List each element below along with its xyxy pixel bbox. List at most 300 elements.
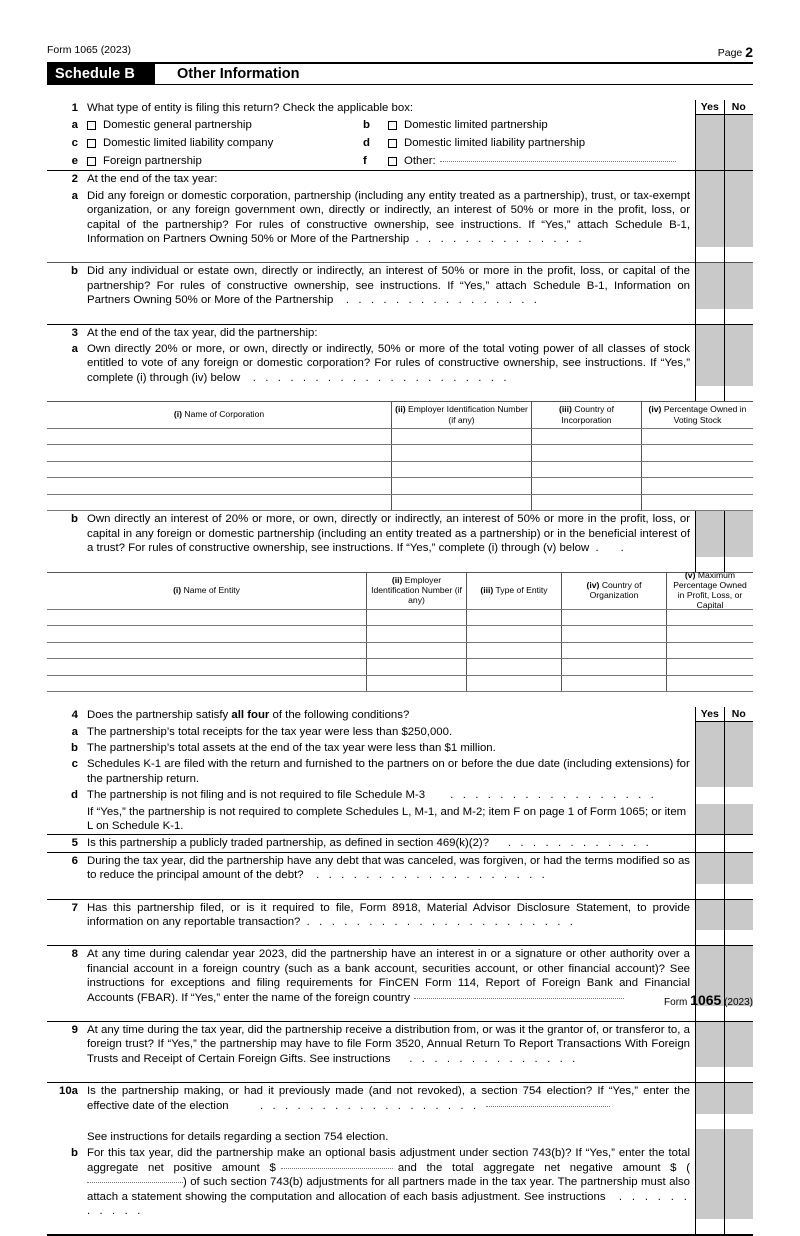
shade-cell <box>696 341 725 386</box>
shade-cell <box>725 116 754 134</box>
q10a-letter: 10a <box>58 1085 78 1098</box>
q2b-body: Did any individual or estate own, directly or indirectly, an interest of 50% or more in the profit, loss, or capital of the partnership? For rules of constructive ownership, see instructions. If “Yes,” attach Schedule B-1, Information on Partners Owning 50% or More of the Partnership <box>87 265 690 307</box>
q4a-letter: a <box>71 725 78 738</box>
q3a-col-country <box>532 402 642 428</box>
cell-ein[interactable] <box>367 626 467 642</box>
cell-country[interactable] <box>562 626 667 642</box>
page-indicator <box>718 44 753 60</box>
col-label: Country of Organization <box>589 579 642 601</box>
section-q1-q3 <box>47 100 753 401</box>
shade-cell <box>696 804 725 835</box>
q10a-text <box>87 1084 690 1113</box>
page-number: 2 <box>745 44 753 60</box>
table-row <box>47 462 753 479</box>
question-8-answer-row <box>47 1006 753 1021</box>
shade-cell <box>696 171 725 187</box>
checkbox-domestic-limited-liability-partnership[interactable] <box>388 139 397 148</box>
q7-no-answer[interactable] <box>725 930 754 945</box>
q6-yes-answer[interactable] <box>696 884 725 899</box>
q3b-text <box>87 512 690 555</box>
form-header-left: Form 1065 (2023) <box>47 44 132 56</box>
shade-cell <box>725 740 754 756</box>
q6-text <box>87 854 690 883</box>
shade-cell <box>696 1022 725 1067</box>
q4d-letter: d <box>71 789 78 802</box>
section-754-effective-date-input[interactable] <box>486 1106 610 1107</box>
shade-cell <box>696 724 725 740</box>
question-4c-row <box>47 756 753 787</box>
q4d-no-answer[interactable] <box>725 787 754 803</box>
roman-iv: (iv) <box>586 579 600 590</box>
question-9-row <box>47 1021 753 1067</box>
q3b-body: Own directly an interest of 20% or more, or own, directly or indirectly, an interest of 50% or more in the profit, loss, or capital in any foreign or domestic partnership (including an entity treated as a partnership) or in the beneficial interest of a trust? For rules of constructive ownership, see instructions. If “Yes,” complete (i) through (v) below <box>87 513 690 555</box>
cell-ein[interactable] <box>392 445 532 461</box>
shade-cell <box>696 1129 725 1145</box>
question-4d-row <box>47 787 753 803</box>
q3b-col-country <box>562 573 667 609</box>
q3a-corporation-table <box>47 401 753 511</box>
cell-country[interactable] <box>562 610 667 626</box>
q3b-answer-cells <box>696 511 753 556</box>
q2b-leader: . . . . . . . . . . . . . . . . <box>333 294 541 307</box>
roman-v: (v) <box>684 569 696 580</box>
q2b-text <box>87 264 690 307</box>
section-q4-q10 <box>47 707 753 1234</box>
question-4b-row <box>47 740 753 756</box>
question-2a-row <box>47 188 753 248</box>
question-7-row <box>47 899 753 931</box>
cell-ein[interactable] <box>367 610 467 626</box>
q5-text <box>87 836 690 850</box>
q4-text-pre: Does the partnership satisfy <box>87 709 232 722</box>
footer-form-number: 1065 <box>690 992 722 1008</box>
cell-percentage[interactable] <box>642 429 753 445</box>
q3b-col-ein <box>367 573 467 609</box>
shade-cell <box>725 171 754 187</box>
question-10b-row <box>47 1145 753 1219</box>
q4a-text: The partnership’s total receipts for the tax year were less than $250,000. <box>87 725 453 738</box>
q6-no-answer[interactable] <box>725 884 754 899</box>
question-3b-row <box>47 511 753 556</box>
table-row <box>47 643 753 660</box>
yes-column-header: Yes <box>696 100 725 114</box>
q5-number: 5 <box>71 837 78 850</box>
q3a-leader: . . . . . . . . . . . . . . . . . . . . . <box>240 371 510 384</box>
q3a-col-percentage <box>642 402 753 428</box>
q10b-leader: . . . . . . . . . . . <box>87 1190 690 1218</box>
question-2-row <box>47 170 753 187</box>
q5-leader: . . . . . . . . . . . . <box>489 837 652 850</box>
question-6-answer-row <box>47 884 753 899</box>
q7-number: 7 <box>71 901 78 914</box>
net-positive-amount-input[interactable] <box>281 1168 393 1169</box>
checkbox-domestic-limited-partnership[interactable] <box>388 121 397 130</box>
q8-body: At any time during calendar year 2023, did the partnership have an interest in or a signature or other authority over a financial account in a foreign country (such as a bank account, securities account, or other financial account)? See instructions for exceptions and filing requirements for FinCEN Form 114, Report of Foreign Bank and Financial Accounts (FBAR). If “Yes,” enter the name of the foreign country <box>87 948 690 1004</box>
shade-cell <box>696 325 725 341</box>
q2a-letter: a <box>71 189 78 202</box>
roman-iii: (iii) <box>480 584 494 595</box>
shade-cell <box>696 853 725 884</box>
q3a-yes-answer[interactable] <box>696 386 725 401</box>
yes-column-header-2: Yes <box>696 707 725 721</box>
col-label: Country of Incorporation <box>561 404 614 425</box>
cell-type[interactable] <box>467 626 562 642</box>
q5-yes-answer[interactable] <box>696 835 725 851</box>
q2-number: 2 <box>71 173 78 186</box>
table-row <box>47 610 753 627</box>
cell-max-pct[interactable] <box>667 610 753 626</box>
shade-cell <box>725 900 754 931</box>
question-9-answer-row <box>47 1067 753 1082</box>
q6-number: 6 <box>71 854 78 867</box>
q10a-leader: . . . . . . . . . . . . . . . . . . <box>228 1099 486 1112</box>
question-2b-answer-row <box>47 309 753 324</box>
col-label: Maximum Percentage Owned in Profit, Loss, or Capital <box>673 569 747 611</box>
col-label: Employer Identification Number (if any) <box>408 404 528 425</box>
question-10a-row <box>47 1082 753 1114</box>
cell-ein[interactable] <box>392 429 532 445</box>
checkbox-foreign-partnership[interactable] <box>87 157 96 166</box>
q9-yes-answer[interactable] <box>696 1067 725 1082</box>
table-row <box>47 659 753 676</box>
checkbox-other[interactable] <box>388 157 397 166</box>
cell-country[interactable] <box>532 429 642 445</box>
q1-opt-e-letter: e <box>71 155 78 168</box>
cell-name[interactable] <box>47 676 367 692</box>
cell-type[interactable] <box>467 676 562 692</box>
question-3b-answer-row <box>47 557 753 572</box>
shade-cell <box>725 325 754 341</box>
shade-cell <box>725 134 754 152</box>
schedule-b-title-bar <box>47 64 753 85</box>
q1-opt-f-letter: f <box>363 155 367 168</box>
question-1-row <box>47 100 753 116</box>
table-row <box>47 676 753 693</box>
shade-cell <box>725 756 754 787</box>
q4c-letter: c <box>71 758 78 771</box>
q1-opt-d-label: Domestic limited liability partnership <box>404 137 586 150</box>
question-4a-row <box>47 724 753 740</box>
q3-answer-cells <box>696 325 753 341</box>
q7-answer-cells <box>696 900 753 931</box>
cell-name[interactable] <box>47 626 367 642</box>
cell-type[interactable] <box>467 610 562 626</box>
q1-opt-c-letter: c <box>71 137 78 150</box>
q1-opt-a-label: Domestic general partnership <box>103 119 252 132</box>
cell-max-pct[interactable] <box>667 626 753 642</box>
q1-opt-b-label: Domestic limited partnership <box>404 119 548 132</box>
q10b-body-3: ) <box>183 1176 187 1189</box>
col-label: Name of Corporation <box>184 409 265 420</box>
roman-i: (i) <box>173 584 182 595</box>
q9-number: 9 <box>71 1024 78 1036</box>
shade-cell <box>725 804 754 835</box>
q7-leader: . . . . . . . . . . . . . . . . . . . . . . <box>300 915 577 928</box>
cell-max-pct[interactable] <box>667 659 753 675</box>
q10b-answer-cells <box>696 1145 753 1219</box>
question-1-options-row-1 <box>47 116 753 134</box>
q7-yes-answer[interactable] <box>696 930 725 945</box>
q3b-col-type-of-entity <box>467 573 562 609</box>
q2a-answer-cells <box>696 188 753 248</box>
q4d-leader: . . . . . . . . . . . . . . . . . <box>425 789 657 802</box>
question-4-note-row <box>47 804 753 835</box>
q10b-letter: b <box>71 1147 78 1160</box>
shade-cell <box>725 853 754 884</box>
col-label: Name of Entity <box>183 584 240 595</box>
q4-text-post: of the following conditions? <box>269 709 410 722</box>
q3a-table-header <box>47 401 753 429</box>
cell-name[interactable] <box>47 495 392 511</box>
roman-ii: (ii) <box>395 404 406 415</box>
question-6-row <box>47 852 753 884</box>
q3b-col-name-of-entity <box>47 573 367 609</box>
q1-opt-d-letter: d <box>363 137 370 150</box>
q3a-letter: a <box>71 343 78 356</box>
cell-ein[interactable] <box>367 643 467 659</box>
cell-name[interactable] <box>47 429 392 445</box>
question-1-options-row-2 <box>47 134 753 152</box>
q4-note-text: If “Yes,” the partnership is not required to complete Schedules L, M-1, and M-2; item F on page 1 of Form 1065; or item L on Schedule K-1. <box>87 805 687 832</box>
cell-ein[interactable] <box>392 462 532 478</box>
q4d-yes-answer[interactable] <box>696 787 725 803</box>
shade-cell <box>725 1145 754 1219</box>
cell-country[interactable] <box>562 643 667 659</box>
question-10b-answer-row <box>47 1219 753 1234</box>
schedule-b-title: Other Information <box>177 66 300 82</box>
q3-text: At the end of the tax year, did the partnership: <box>87 326 318 339</box>
cell-country[interactable] <box>562 659 667 675</box>
net-negative-amount-input[interactable] <box>87 1182 183 1183</box>
q7-body: Has this partnership filed, or is it required to file, Form 8918, Material Advisor Disclosure Statement, to provide information on any reportable transaction? <box>87 901 690 928</box>
footer-form-label: Form <box>664 997 688 1008</box>
q4-text-bold: all four <box>231 709 270 722</box>
cell-country[interactable] <box>562 676 667 692</box>
q3a-col-name-of-corporation <box>47 402 392 428</box>
cell-ein[interactable] <box>392 495 532 511</box>
q4d-body: The partnership is not filing and is not required to file Schedule M-3 <box>87 789 426 802</box>
cell-ein[interactable] <box>367 676 467 692</box>
q2b-answer-cells <box>696 263 753 308</box>
q9-text <box>87 1023 690 1066</box>
q1-opt-b-letter: b <box>363 119 370 132</box>
q2-text: At the end of the tax year: <box>87 173 218 186</box>
q2a-yes-answer[interactable] <box>696 247 725 262</box>
cell-name[interactable] <box>47 478 392 494</box>
no-column-header-2: No <box>731 708 746 721</box>
q10b-text <box>87 1146 690 1218</box>
question-2a-answer-row <box>47 247 753 262</box>
q3b-col-max-percentage <box>667 569 753 611</box>
col-label: Percentage Owned in Voting Stock <box>663 404 747 425</box>
cell-max-pct[interactable] <box>667 676 753 692</box>
q6-body: During the tax year, did the partnership have any debt that was canceled, was forgiven, or had the terms modified so as to reduce the principal amount of the debt? <box>87 854 690 882</box>
cell-percentage[interactable] <box>642 462 753 478</box>
roman-iii: (iii) <box>559 404 572 415</box>
q1-opt-a-letter: a <box>71 119 78 132</box>
q4-text <box>87 708 690 722</box>
q1-opt2-answer-cells <box>696 134 753 152</box>
q1-opt1-answer-cells <box>696 116 753 134</box>
shade-cell <box>696 740 725 756</box>
q10b-no-answer[interactable] <box>725 1219 754 1234</box>
question-4-row <box>47 707 753 723</box>
cell-max-pct[interactable] <box>667 643 753 659</box>
question-3a-row <box>47 341 753 386</box>
q10b-body-4: of such section 743(b) adjustments for all partners made in the tax year. The partnership must also attach a statement showing the computation and allocation of each basis adjustment. See instructions <box>87 1176 691 1203</box>
cell-name[interactable] <box>47 462 392 478</box>
q2a-no-answer[interactable] <box>725 247 754 262</box>
cell-type[interactable] <box>467 659 562 675</box>
shade-cell <box>696 116 725 134</box>
q2-answer-cells <box>696 171 753 187</box>
q9-leader: . . . . . . . . . . . . . . <box>390 1052 579 1065</box>
q3b-table-header <box>47 569 753 611</box>
q6-leader: . . . . . . . . . . . . . . . . . . . <box>303 869 548 882</box>
checkbox-domestic-limited-liability-company[interactable] <box>87 139 96 148</box>
q4b-letter: b <box>71 741 78 754</box>
cell-country[interactable] <box>532 495 642 511</box>
q10a-body: Is the partnership making, or had it previously made (and not revoked), a section 754 election? If “Yes,” enter the effective date of the election <box>87 1085 690 1112</box>
page-footer <box>47 992 753 1008</box>
cell-name[interactable] <box>47 445 392 461</box>
table-row <box>47 495 753 512</box>
q2b-no-answer[interactable] <box>725 309 754 324</box>
question-7-answer-row <box>47 930 753 945</box>
shade-cell <box>725 341 754 386</box>
question-5-row <box>47 834 753 851</box>
cell-ein[interactable] <box>367 659 467 675</box>
q5-no-answer[interactable] <box>725 835 754 851</box>
question-1-options-row-3 <box>47 152 753 170</box>
shade-cell <box>696 756 725 787</box>
q3-number: 3 <box>71 326 78 339</box>
q4c-text: Schedules K-1 are filed with the return and furnished to the partners on or before the due date (including extensions) for the partnership return. <box>87 758 690 785</box>
question-2b-row <box>47 262 753 308</box>
q2a-leader: . . . . . . . . . . . . . . <box>409 233 585 246</box>
q3a-answer-cells <box>696 341 753 386</box>
q1-number: 1 <box>71 102 78 114</box>
page-label: Page <box>717 47 743 59</box>
question-3-row <box>47 324 753 341</box>
roman-ii: (ii) <box>391 574 403 585</box>
table-row <box>47 626 753 643</box>
q2a-body: Did any foreign or domestic corporation, partnership (including any entity treated as a partnership), trust, or tax-exempt organization, or any foreign government own, directly or indirectly, an interest of 50% or more in the profit, loss, or capital of the partnership? For rules of constructive ownership, see instructions. If “Yes,” attach Schedule B-1, Information on Partners Owning 50% or More of the Partnership <box>87 189 690 246</box>
q9-body: At any time during the tax year, did the partnership receive a distribution from, or was it the grantor of, or transferor to, a foreign trust? If “Yes,” the partnership may have to file Form 3520, Annual Return To Report Transactions With Foreign Trusts and Receipt of Certain Foreign Gifts. See instructions <box>87 1024 690 1065</box>
q3a-text <box>87 342 690 385</box>
cell-percentage[interactable] <box>642 495 753 511</box>
shade-cell <box>696 134 725 152</box>
cell-country[interactable] <box>532 462 642 478</box>
section-q3b <box>47 511 753 571</box>
q1-opt3-answer-cells <box>696 152 753 170</box>
q10b-yes-answer[interactable] <box>696 1219 725 1234</box>
q8-yes-answer[interactable] <box>696 1006 725 1021</box>
q1-opt-c-label: Domestic limited liability company <box>103 137 274 150</box>
q10a-answer-cells <box>696 1083 753 1114</box>
shade-cell <box>725 188 754 248</box>
q10a-yes-answer[interactable] <box>696 1114 725 1129</box>
cell-country[interactable] <box>532 445 642 461</box>
shade-cell <box>696 511 725 556</box>
roman-iv: (iv) <box>648 404 662 415</box>
q9-no-answer[interactable] <box>725 1067 754 1082</box>
q10b-body-2: and the total aggregate net negative amount $ ( <box>397 1161 690 1174</box>
yes-no-header-bottom <box>696 707 753 722</box>
shade-cell <box>725 152 754 170</box>
cell-ein[interactable] <box>392 478 532 494</box>
shade-cell <box>696 188 725 248</box>
footer-form-year: (2023) <box>724 997 753 1008</box>
cell-type[interactable] <box>467 643 562 659</box>
table-row <box>47 478 753 495</box>
q8-no-answer[interactable] <box>725 1006 754 1021</box>
table-row <box>47 445 753 462</box>
shade-cell <box>725 1022 754 1067</box>
q3a-body: Own directly 20% or more, or own, directly or indirectly, 50% or more of the total voting power of all classes of stock entitled to vote of any foreign or domestic corporation? For rules of constructive ownership, see instructions. If “Yes,” complete (i) through (iv) below <box>87 343 690 384</box>
q4-note-spacer <box>47 805 87 834</box>
q2b-letter: b <box>71 265 78 278</box>
shade-cell <box>696 263 725 308</box>
shade-cell <box>725 511 754 556</box>
roman-i: (i) <box>173 409 182 420</box>
page-header <box>47 44 753 60</box>
shade-cell <box>725 724 754 740</box>
q8-number: 8 <box>71 948 78 961</box>
q7-text <box>87 901 690 930</box>
q4b-text: The partnership’s total assets at the end of the tax year were less than $1 million. <box>87 741 496 754</box>
q1-opt-e-label: Foreign partnership <box>103 155 202 168</box>
shade-cell <box>725 1083 754 1114</box>
q6-answer-cells <box>696 853 753 884</box>
q10b-body-1: For this tax year, did the partnership make an optional basis adjustment under section 743(b)? If “Yes,” enter the total aggregate net positive amount $ <box>87 1147 690 1174</box>
q3a-no-answer[interactable] <box>725 386 754 401</box>
cell-name[interactable] <box>47 659 367 675</box>
q2a-text <box>87 189 690 247</box>
schedule-b-tag: Schedule B <box>47 64 155 84</box>
other-entity-type-input[interactable] <box>440 161 676 162</box>
q5-body: Is this partnership a publicly traded partnership, as defined in section 469(k)(2)? <box>87 837 490 850</box>
cell-name[interactable] <box>47 610 367 626</box>
q2b-yes-answer[interactable] <box>696 309 725 324</box>
shade-cell <box>696 900 725 931</box>
yes-no-header-top <box>696 100 753 115</box>
schedule-b-body <box>47 100 753 1234</box>
checkbox-domestic-general-partnership[interactable] <box>87 121 96 130</box>
no-column-header: No <box>731 101 746 113</box>
shade-cell <box>725 1129 754 1145</box>
col-label: Type of Entity <box>495 584 548 595</box>
shade-cell <box>696 1083 725 1114</box>
q3b-letter: b <box>71 513 78 526</box>
cell-percentage[interactable] <box>642 478 753 494</box>
q3a-col-ein <box>392 402 532 428</box>
question-10a-note-row <box>47 1129 753 1145</box>
q3b-entity-table <box>47 569 753 693</box>
shade-cell <box>725 263 754 308</box>
cell-percentage[interactable] <box>642 445 753 461</box>
cell-name[interactable] <box>47 643 367 659</box>
q3b-leader: . . <box>589 542 627 555</box>
q10a-no-answer[interactable] <box>725 1114 754 1129</box>
q9-answer-cells <box>696 1022 753 1067</box>
shade-cell <box>696 1145 725 1219</box>
q4d-text <box>87 788 690 802</box>
q4-number: 4 <box>71 709 78 722</box>
cell-country[interactable] <box>532 478 642 494</box>
col-label: Employer Identification Number (if any) <box>371 574 462 606</box>
q10a-note-spacer <box>47 1130 87 1144</box>
